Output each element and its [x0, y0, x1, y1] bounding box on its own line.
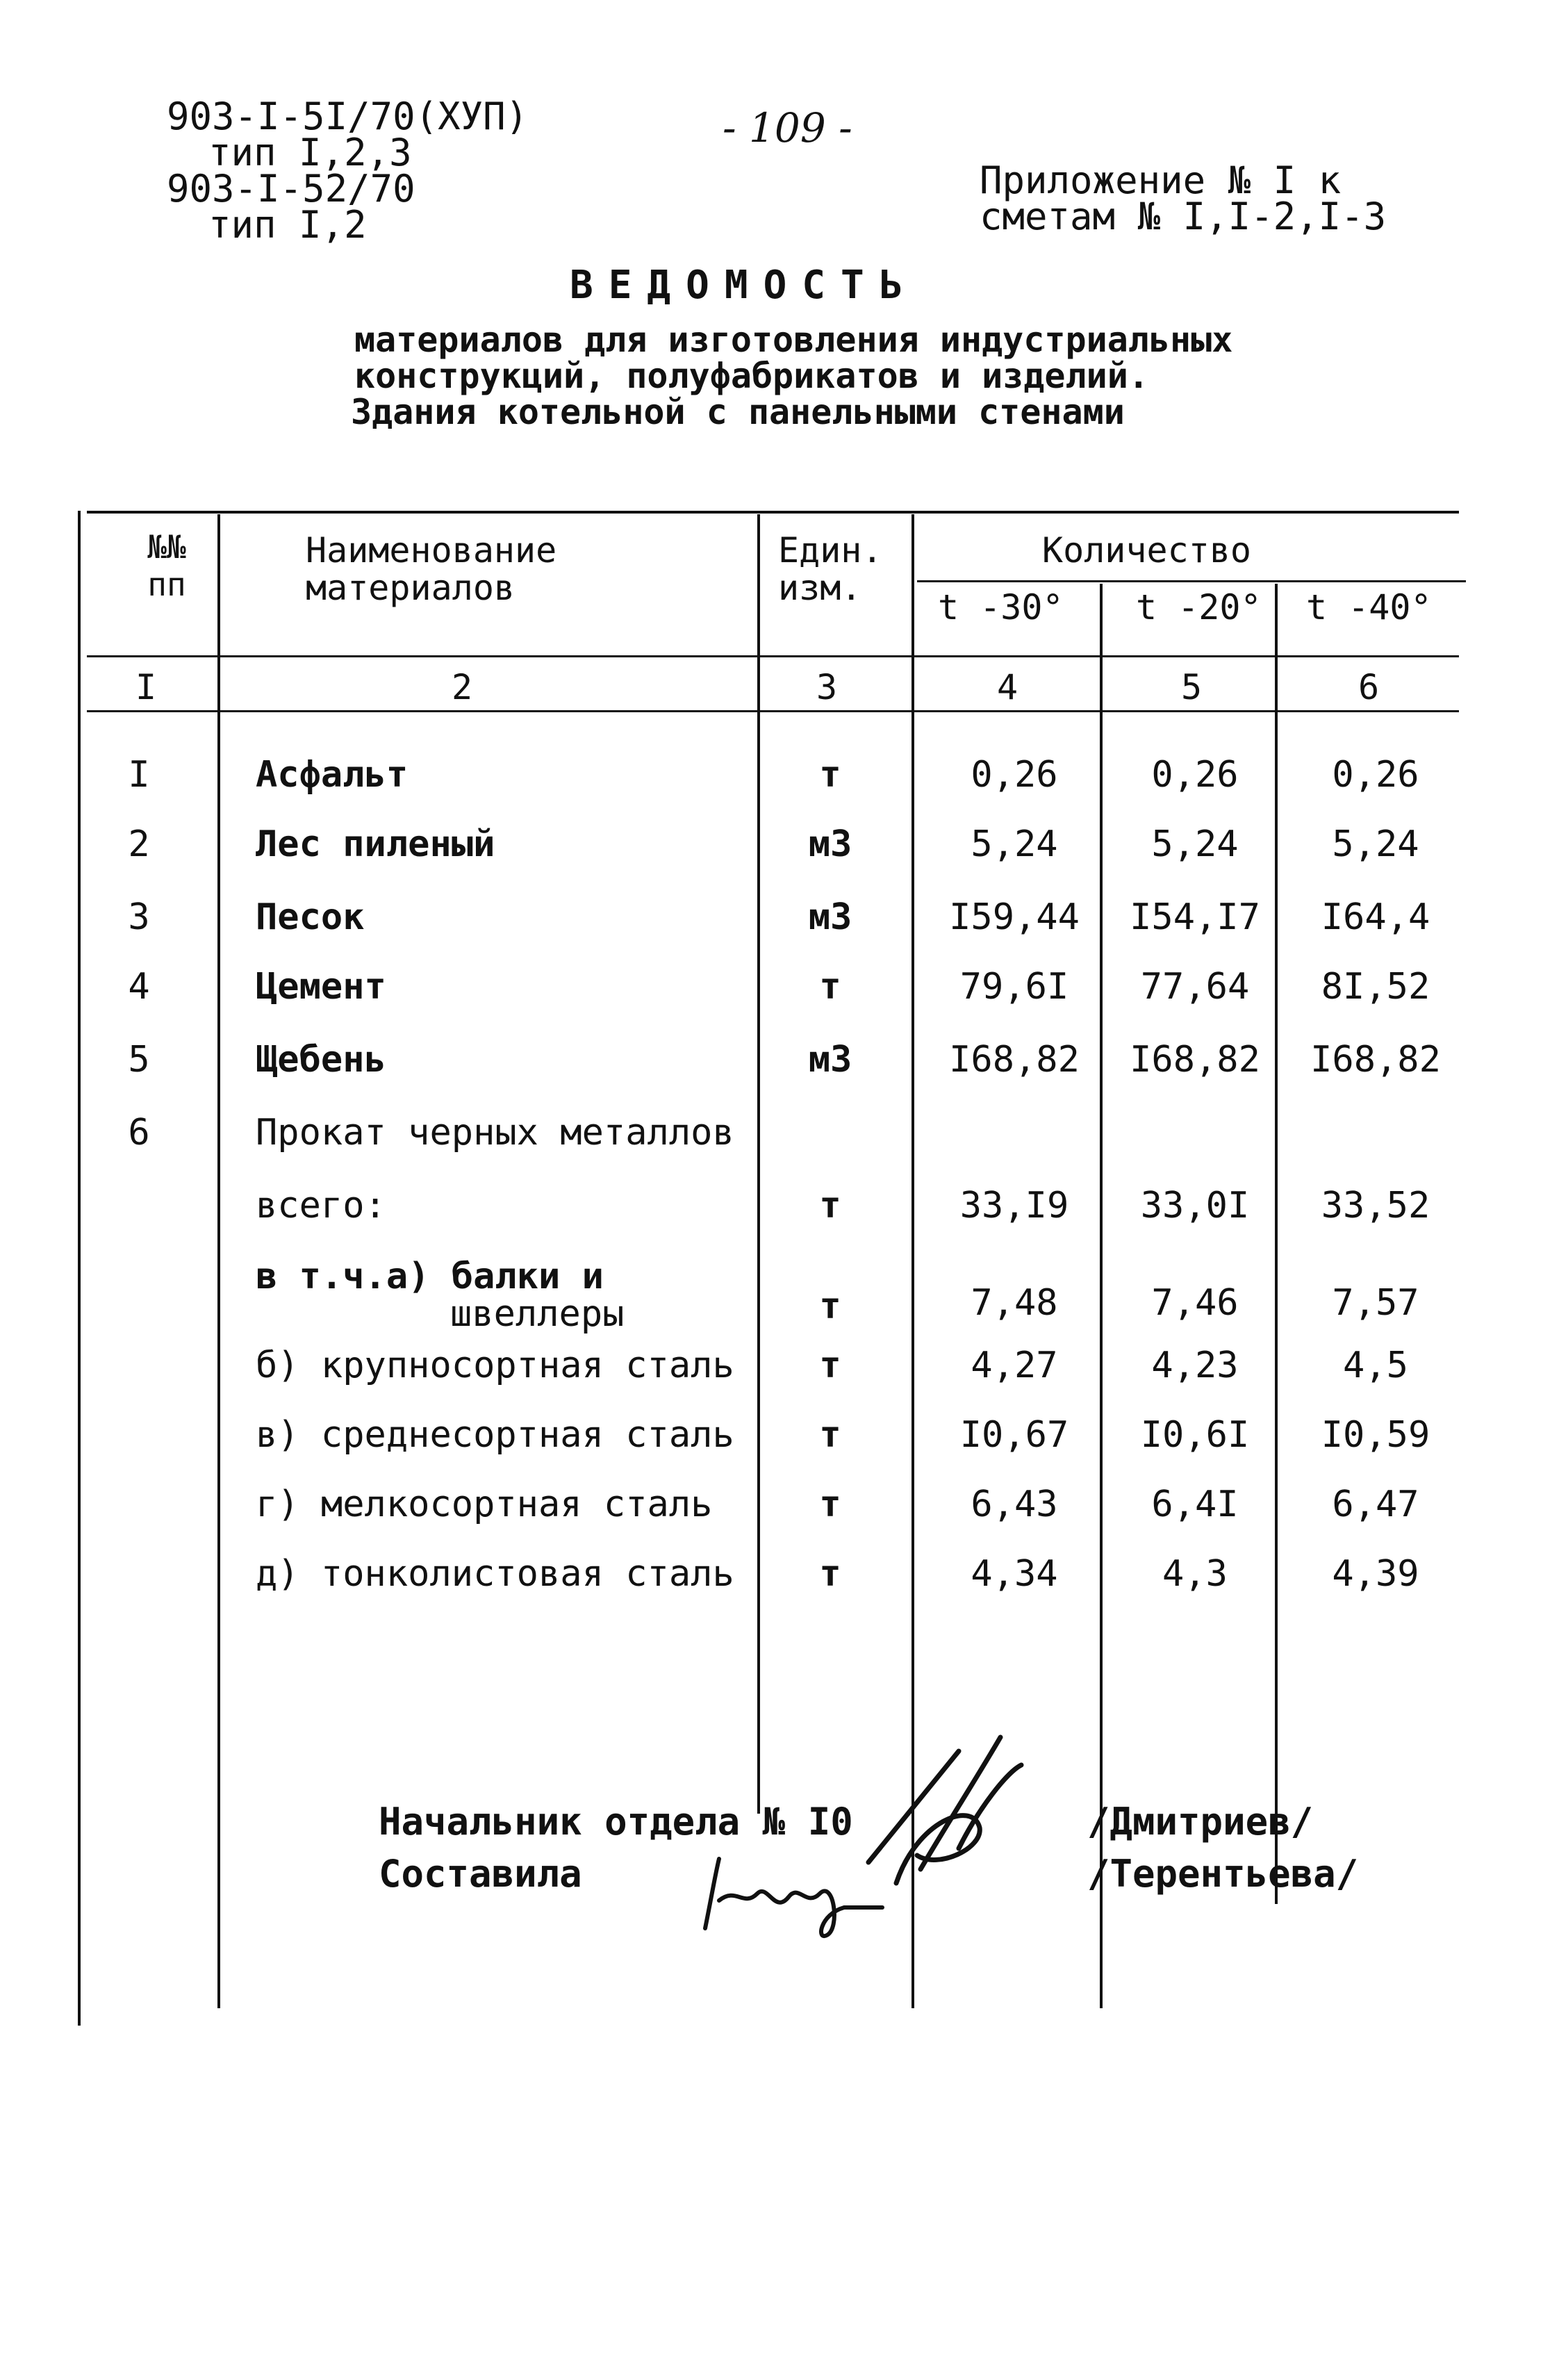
- row-value-t30: 33,I9: [959, 1185, 1069, 1226]
- colnum-2: 2: [452, 667, 473, 707]
- row-value-t20: I68,82: [1130, 1039, 1260, 1081]
- table-row: [0, 1039, 1559, 1108]
- row-value-t30: 6,43: [971, 1484, 1058, 1525]
- row-name: Цемент: [256, 966, 386, 1008]
- row-unit: м3: [808, 1039, 852, 1081]
- row-value-t30: 5,24: [971, 823, 1058, 865]
- row-value-t40: I68,82: [1310, 1039, 1441, 1081]
- row-value-t20: 33,0I: [1140, 1185, 1250, 1226]
- row-no: 5: [128, 1039, 150, 1081]
- colnum-1: I: [135, 667, 157, 707]
- table-row: [0, 966, 1559, 1035]
- table-top-border: [87, 511, 1459, 514]
- table-row: [0, 1484, 1559, 1553]
- doc-code-1: 903-I-5I/70(ХУП): [167, 95, 529, 138]
- row-name: Песок: [256, 896, 365, 938]
- table-row: [0, 1345, 1559, 1414]
- header-temp-3: t -40°: [1306, 587, 1432, 627]
- row-value-t30: 4,27: [971, 1345, 1058, 1386]
- header-bottom-border: [87, 655, 1459, 657]
- row-name: б) крупносортная сталь: [256, 1345, 734, 1386]
- row-unit: т: [819, 1553, 841, 1595]
- row-value-t30: I59,44: [949, 896, 1080, 938]
- header-unit: Един. изм.: [778, 530, 883, 608]
- table-row: [0, 1112, 1559, 1181]
- row-name: [256, 1258, 624, 1333]
- row-unit: т: [819, 1286, 841, 1327]
- page-number: - 109 -: [723, 104, 852, 151]
- header-quantity: Количество: [1042, 530, 1252, 571]
- row-name: в) среднесортная сталь: [256, 1414, 734, 1456]
- signature-label-head: Начальник отдела № I0: [379, 1800, 853, 1844]
- row-name-line-2: швеллеры: [450, 1293, 625, 1335]
- table-row: [0, 754, 1559, 823]
- temp-header-border: [917, 580, 1466, 582]
- document-title: ВЕДОМОСТЬ: [570, 263, 918, 308]
- row-unit: т: [819, 966, 841, 1008]
- doc-type-2: тип I,2: [208, 203, 367, 247]
- colnum-4: 4: [997, 667, 1018, 707]
- header-temp-1: t -30°: [938, 587, 1064, 627]
- row-value-t30: 7,48: [971, 1282, 1058, 1324]
- row-unit: м3: [808, 823, 852, 865]
- row-value-t40: 0,26: [1332, 754, 1419, 796]
- row-name-line-1: в т.ч.а) балки и: [256, 1256, 604, 1297]
- row-value-t30: I0,67: [959, 1414, 1069, 1456]
- colnum-5: 5: [1181, 667, 1203, 707]
- row-name: д) тонколистовая сталь: [256, 1553, 734, 1595]
- row-value-t40: 8I,52: [1321, 966, 1430, 1008]
- row-value-t40: I64,4: [1321, 896, 1430, 938]
- row-name: Прокат черных металлов: [256, 1112, 734, 1154]
- colnum-3: 3: [816, 667, 838, 707]
- row-value-t30: 4,34: [971, 1553, 1058, 1595]
- row-value-t40: I0,59: [1321, 1414, 1430, 1456]
- subtitle-line-3: Здания котельной с панельными стенами: [351, 392, 1125, 432]
- row-value-t40: 33,52: [1321, 1185, 1430, 1226]
- subtitle-line-2: конструкций, полуфабрикатов и изделий.: [354, 356, 1149, 396]
- row-no: I: [128, 754, 150, 796]
- row-unit: м3: [808, 896, 852, 938]
- row-name: г) мелкосортная сталь: [256, 1484, 713, 1525]
- colnum-6: 6: [1358, 667, 1380, 707]
- doc-type-1: тип I,2,3: [208, 131, 412, 174]
- header-name: Наименование материалов: [306, 530, 557, 608]
- row-no: 6: [128, 1112, 150, 1154]
- row-name: Лес пиленый: [256, 823, 495, 865]
- colnum-bottom-border: [87, 710, 1459, 712]
- handwritten-signature-author: [695, 1831, 917, 1949]
- table-row: [0, 1258, 1559, 1348]
- row-value-t40: 4,39: [1332, 1553, 1419, 1595]
- appendix-line-2: сметам № I,I-2,I-3: [980, 195, 1387, 238]
- doc-code-2: 903-I-52/70: [167, 167, 415, 211]
- table-row: [0, 823, 1559, 893]
- row-value-t40: 7,57: [1332, 1282, 1419, 1324]
- table-row: [0, 1553, 1559, 1623]
- row-value-t20: I0,6I: [1140, 1414, 1250, 1456]
- row-value-t40: 4,5: [1343, 1345, 1408, 1386]
- row-value-t20: I54,I7: [1130, 896, 1260, 938]
- row-value-t20: 6,4I: [1151, 1484, 1239, 1525]
- row-value-t20: 4,23: [1151, 1345, 1239, 1386]
- row-value-t40: 5,24: [1332, 823, 1419, 865]
- row-value-t20: 0,26: [1151, 754, 1239, 796]
- header-no: №№ пп: [147, 528, 186, 603]
- signature-label-author: Составила: [379, 1852, 582, 1896]
- table-row: [0, 1185, 1559, 1254]
- row-value-t30: I68,82: [949, 1039, 1080, 1081]
- signature-name-head: /Дмитриев/: [1087, 1800, 1314, 1844]
- row-value-t30: 0,26: [971, 754, 1058, 796]
- table-row: [0, 1414, 1559, 1484]
- row-name: Асфальт: [256, 754, 409, 796]
- row-value-t20: 77,64: [1140, 966, 1250, 1008]
- row-unit: т: [819, 1484, 841, 1525]
- row-value-t20: 4,3: [1162, 1553, 1228, 1595]
- row-unit: т: [819, 1414, 841, 1456]
- row-unit: т: [819, 754, 841, 796]
- row-no: 2: [128, 823, 150, 865]
- subtitle-line-1: материалов для изготовления индустриальных: [354, 320, 1233, 360]
- signature-name-author: /Терентьева/: [1087, 1852, 1359, 1896]
- row-value-t20: 7,46: [1151, 1282, 1239, 1324]
- row-value-t30: 79,6I: [959, 966, 1069, 1008]
- row-no: 4: [128, 966, 150, 1008]
- row-value-t40: 6,47: [1332, 1484, 1419, 1525]
- row-no: 3: [128, 896, 150, 938]
- row-value-t20: 5,24: [1151, 823, 1239, 865]
- table-row: [0, 896, 1559, 966]
- row-unit: т: [819, 1185, 841, 1226]
- row-unit: т: [819, 1345, 841, 1386]
- row-name: Щебень: [256, 1039, 386, 1081]
- appendix-line-1: Приложение № I к: [980, 158, 1342, 202]
- row-name: всего:: [256, 1185, 386, 1226]
- header-temp-2: t -20°: [1136, 587, 1262, 627]
